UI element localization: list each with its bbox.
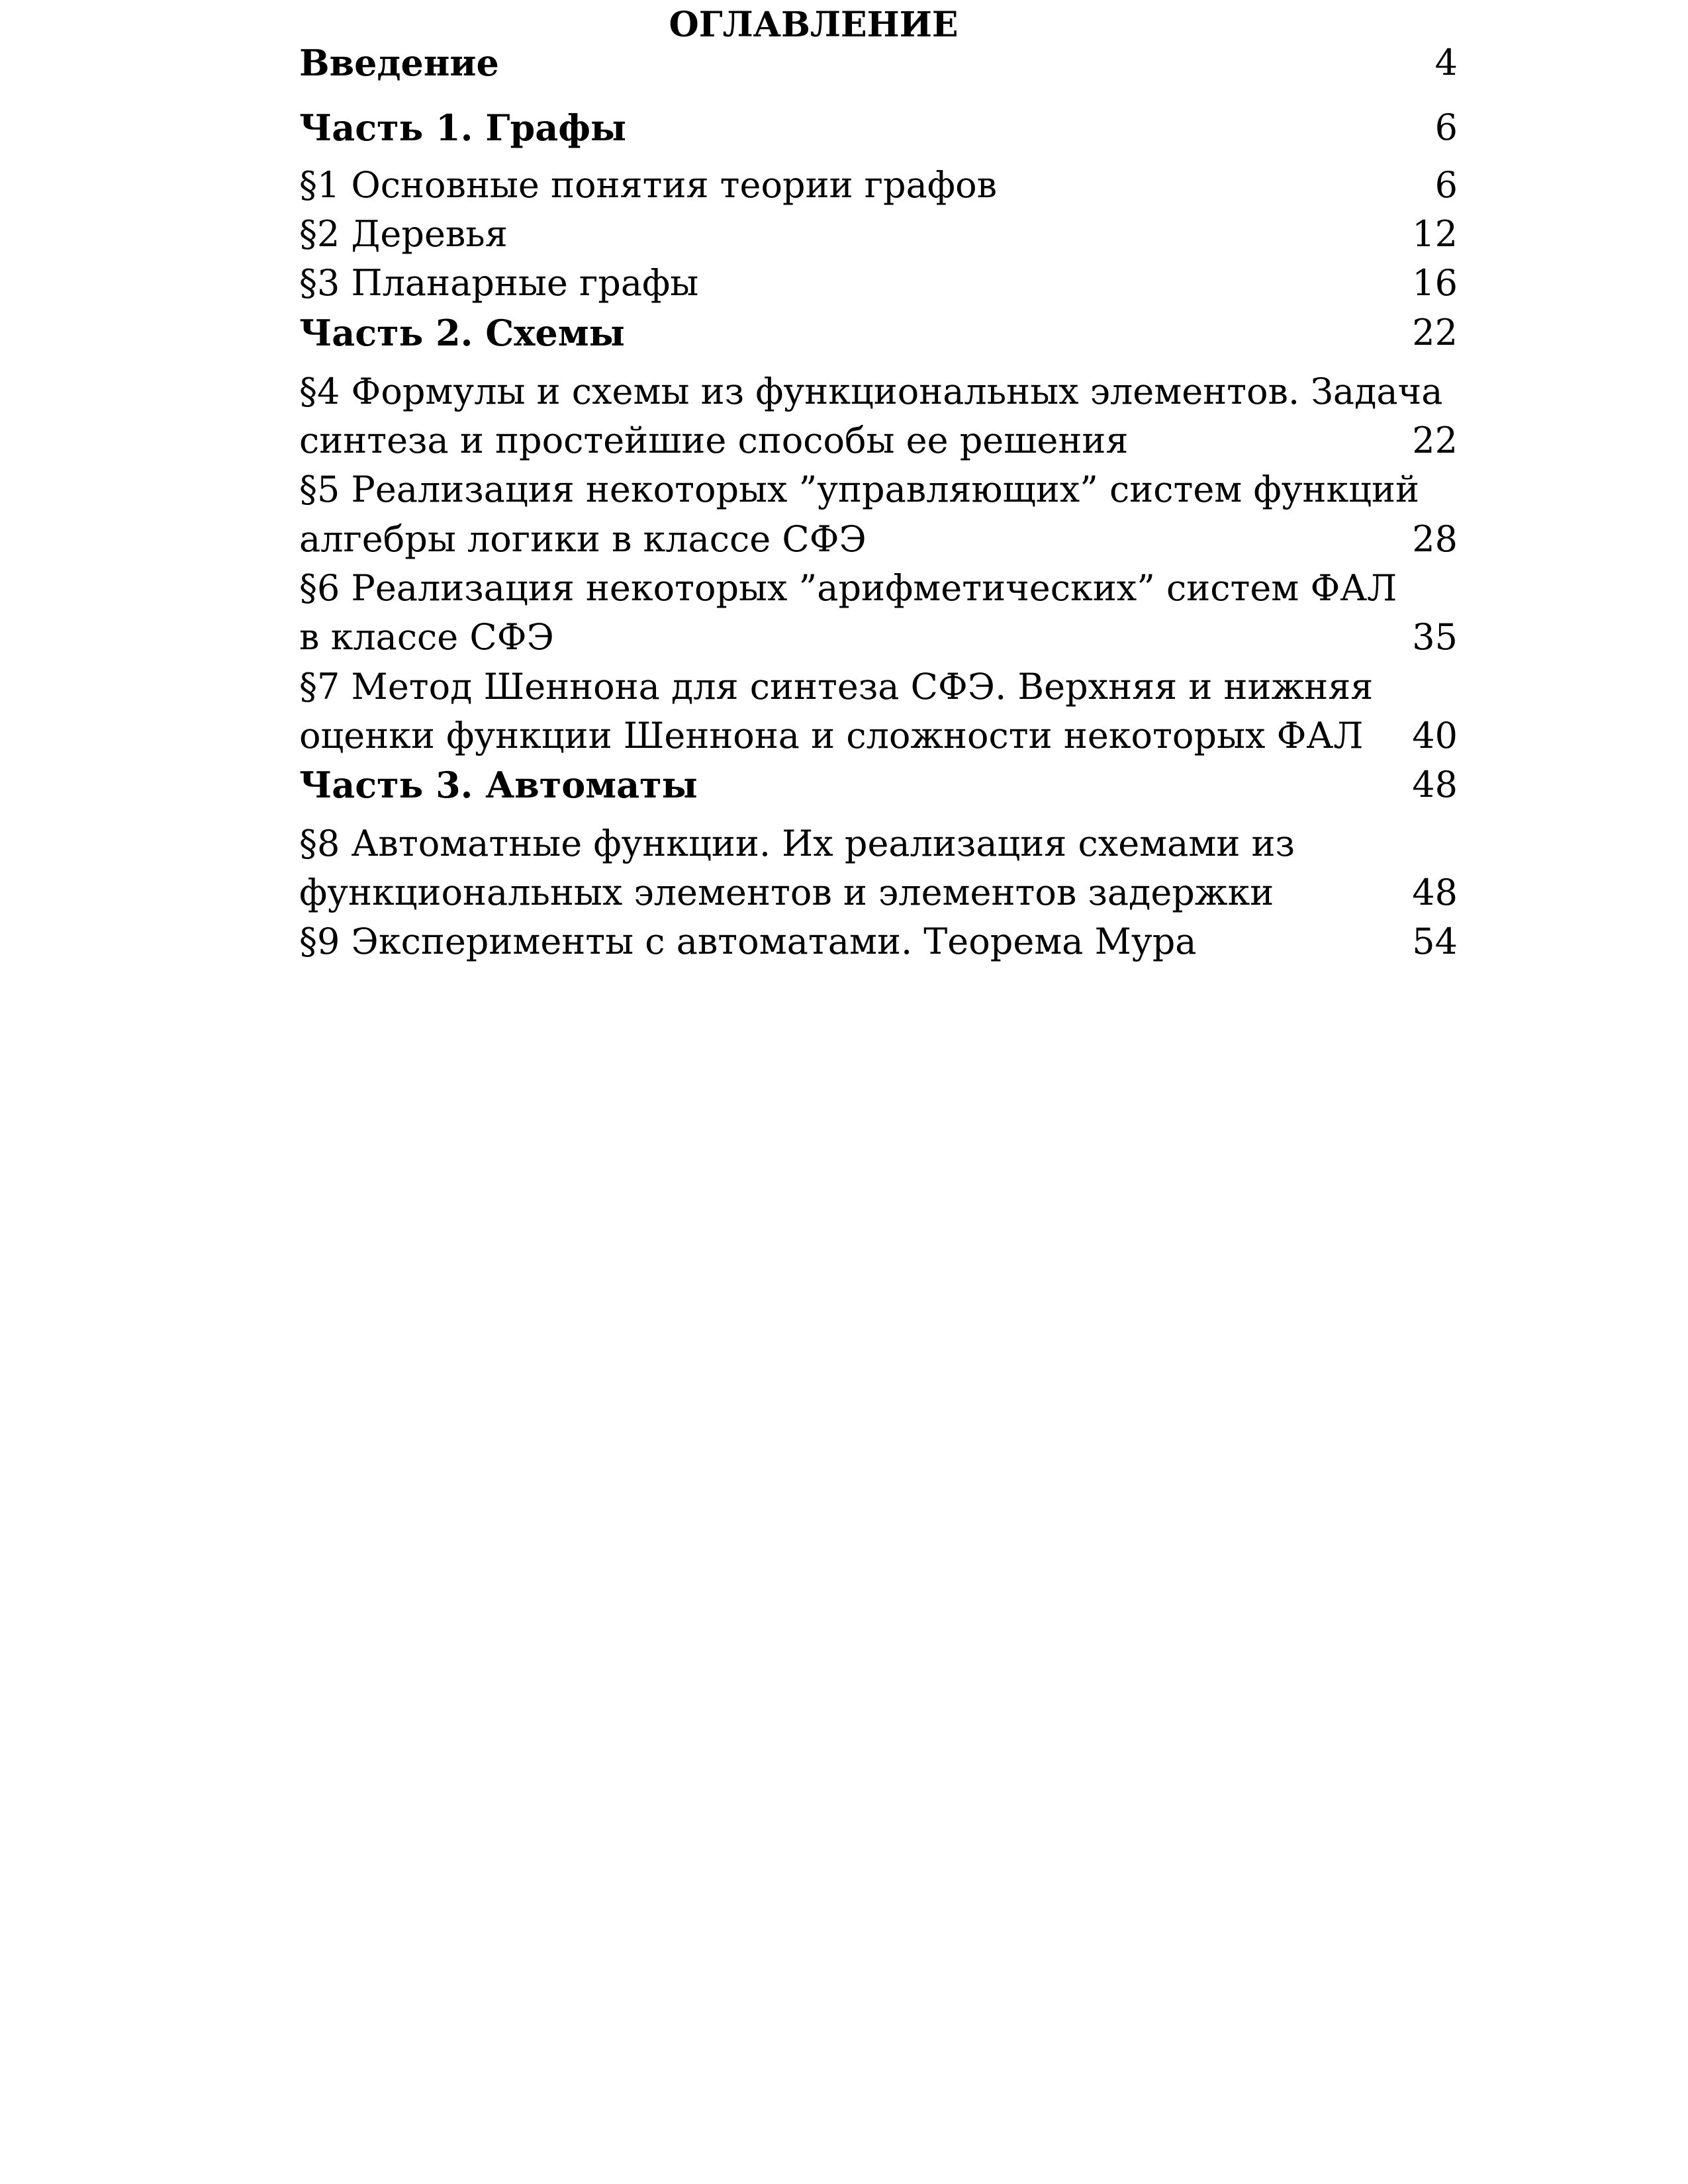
toc-entry-page: 35 — [1412, 616, 1458, 658]
toc-entry-label: §7 Метод Шеннона для синтеза СФЭ. Верхняя и нижняя — [299, 666, 1374, 707]
toc-entry-section-8-line-1[interactable] — [299, 821, 1458, 867]
toc-entry-page: 4 — [1434, 42, 1458, 83]
toc-entry-label: Часть 1. Графы — [299, 107, 627, 149]
toc-entry-label: §5 Реализация некоторых ”управляющих” систем функций — [299, 469, 1419, 510]
toc-entry-section-9[interactable] — [299, 919, 1458, 965]
toc-entry-label: §2 Деревья — [299, 213, 508, 255]
toc-entry-section-6-line-1[interactable] — [299, 565, 1458, 612]
toc-entry-section-7-line-2[interactable] — [299, 713, 1458, 759]
toc-entry-page: 6 — [1434, 164, 1458, 206]
toc-entry-page: 48 — [1412, 872, 1458, 913]
toc-entry-part-1[interactable] — [299, 105, 1458, 151]
toc-entry-section-5-line-2[interactable] — [299, 516, 1458, 563]
toc-entry-label: §8 Автоматные функции. Их реализация схемами из — [299, 823, 1295, 864]
toc-entry-page: 28 — [1412, 518, 1458, 560]
toc-entry-page: 16 — [1412, 262, 1458, 304]
toc-entry-label: Введение — [299, 42, 499, 84]
toc-entry-label: синтеза и простейшие способы ее решения — [299, 420, 1129, 461]
toc-entry-section-1[interactable] — [299, 162, 1458, 208]
toc-entry-label: функциональных элементов и элементов задержки — [299, 872, 1274, 913]
toc-entry-page: 12 — [1412, 213, 1458, 255]
toc-entry-page: 54 — [1412, 921, 1458, 962]
toc-entry-label: §3 Планарные графы — [299, 262, 699, 304]
toc-entry-section-6-line-2[interactable] — [299, 614, 1458, 660]
toc-entry-section-4-line-2[interactable] — [299, 418, 1458, 464]
toc-entry-page: 22 — [1412, 312, 1458, 353]
toc-entry-section-7-line-1[interactable] — [299, 664, 1458, 710]
toc-entry-label: алгебры логики в классе СФЭ — [299, 518, 867, 560]
toc-entry-label: §9 Эксперименты с автоматами. Теорема Мура — [299, 921, 1197, 962]
toc-entry-page: 6 — [1434, 107, 1458, 148]
toc-entry-label: в классе СФЭ — [299, 616, 554, 658]
toc-entry-label: Часть 3. Автоматы — [299, 764, 698, 806]
toc-entry-section-8-line-2[interactable] — [299, 870, 1458, 916]
toc-entry-page: 40 — [1412, 715, 1458, 756]
toc-entry-part-3[interactable] — [299, 762, 1458, 808]
toc-title: ОГЛАВЛЕНИЕ — [669, 5, 959, 45]
toc-entry-introduction[interactable] — [299, 40, 1458, 86]
toc-entry-label: оценки функции Шеннона и сложности некоторых ФАЛ — [299, 715, 1364, 756]
toc-entry-label: §6 Реализация некоторых ”арифметических” систем ФАЛ — [299, 567, 1397, 609]
toc-entry-section-3[interactable] — [299, 260, 1458, 306]
toc-entry-label: Часть 2. Схемы — [299, 312, 625, 354]
toc-entry-section-2[interactable] — [299, 211, 1458, 257]
toc-entry-section-5-line-1[interactable] — [299, 467, 1458, 513]
toc-entry-page: 22 — [1412, 420, 1458, 461]
toc-entry-page: 48 — [1412, 764, 1458, 805]
toc-entry-label: §1 Основные понятия теории графов — [299, 164, 997, 206]
toc-entry-label: §4 Формулы и схемы из функциональных элементов. Задача — [299, 371, 1443, 412]
toc-entry-section-4-line-1[interactable] — [299, 369, 1458, 415]
toc-entry-part-2[interactable] — [299, 310, 1458, 356]
